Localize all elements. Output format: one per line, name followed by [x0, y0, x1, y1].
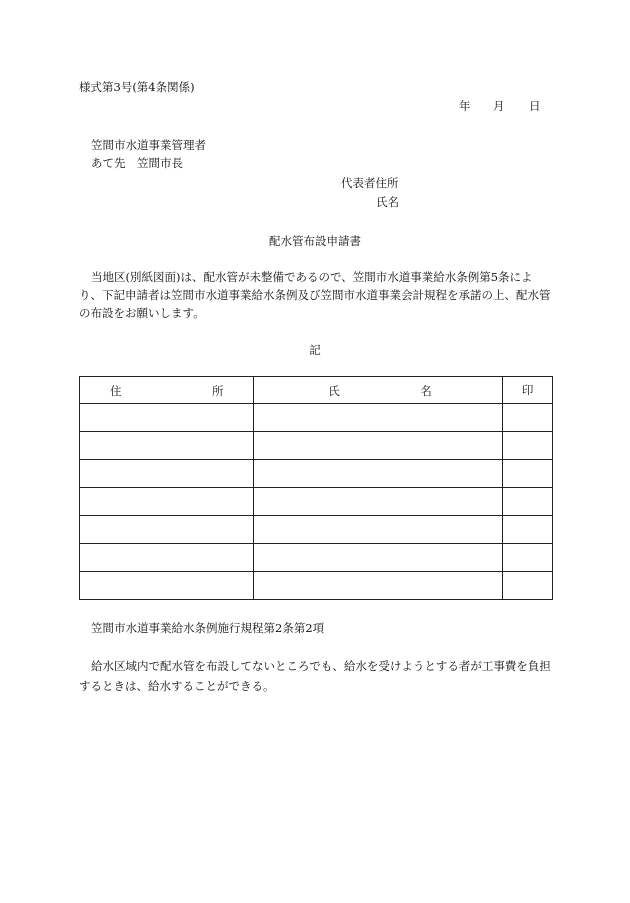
name-header-char-2: 名 [420, 384, 432, 398]
form-number: 様式第3号(第4条関係) [79, 80, 195, 94]
name-cell[interactable] [254, 516, 503, 544]
body-text: 当地区(別紙図面)は、配水管が未整備であるので、笠間市水道事業給水条例第5条により、下記申請者は笠間市水道事業給水条例及び笠間市水道事業会計規程を承諾の上、配水管の布設をお願いします。 [79, 270, 551, 320]
date-day-label: 日 [529, 99, 541, 113]
regulation-title: 笠間市水道事業給水条例施行規程第2条第2項 [91, 621, 325, 635]
recipient-line-2: あて先 笠間市長 [91, 156, 183, 170]
name-cell[interactable] [254, 544, 503, 572]
applicant-table [79, 376, 553, 600]
applicant-address-label: 代表者住所 [341, 176, 399, 190]
name-cell[interactable] [254, 572, 503, 600]
table-row [80, 572, 553, 600]
address-cell[interactable] [80, 432, 254, 460]
address-cell[interactable] [80, 404, 254, 432]
table-row [80, 460, 553, 488]
seal-cell[interactable] [503, 516, 553, 544]
table-header-row [80, 377, 553, 404]
seal-cell[interactable] [503, 432, 553, 460]
applicant-name-label: 氏名 [376, 195, 399, 209]
address-header-char-1: 住 [110, 384, 122, 398]
seal-cell[interactable] [503, 572, 553, 600]
name-cell[interactable] [254, 460, 503, 488]
address-cell[interactable] [80, 572, 254, 600]
name-cell[interactable] [254, 404, 503, 432]
seal-cell[interactable] [503, 488, 553, 516]
address-column-header [80, 377, 254, 404]
seal-cell[interactable] [503, 544, 553, 572]
address-cell[interactable] [80, 460, 254, 488]
address-cell[interactable] [80, 516, 254, 544]
regulation-text: 給水区域内で配水管を布設してないところでも、給水を受けようとする者が工事費を負担するときは、給水することができる。 [79, 659, 551, 693]
name-cell[interactable] [254, 432, 503, 460]
recipient-line-1: 笠間市水道事業管理者 [91, 138, 206, 152]
table-row [80, 432, 553, 460]
table-row [80, 544, 553, 572]
date-month-label: 月 [493, 99, 505, 113]
address-header-char-2: 所 [212, 384, 224, 398]
table-row [80, 516, 553, 544]
address-cell[interactable] [80, 544, 254, 572]
date-year-label: 年 [459, 99, 471, 113]
seal-column-header: 印 [503, 377, 553, 404]
name-column-header [254, 377, 503, 404]
seal-cell[interactable] [503, 404, 553, 432]
table-row [80, 488, 553, 516]
name-cell[interactable] [254, 488, 503, 516]
ki-heading: 記 [309, 343, 321, 357]
name-header-char-1: 氏 [328, 384, 340, 398]
table-row [80, 404, 553, 432]
document-title: 配水管布設申請書 [269, 234, 361, 248]
seal-cell[interactable] [503, 460, 553, 488]
address-cell[interactable] [80, 488, 254, 516]
